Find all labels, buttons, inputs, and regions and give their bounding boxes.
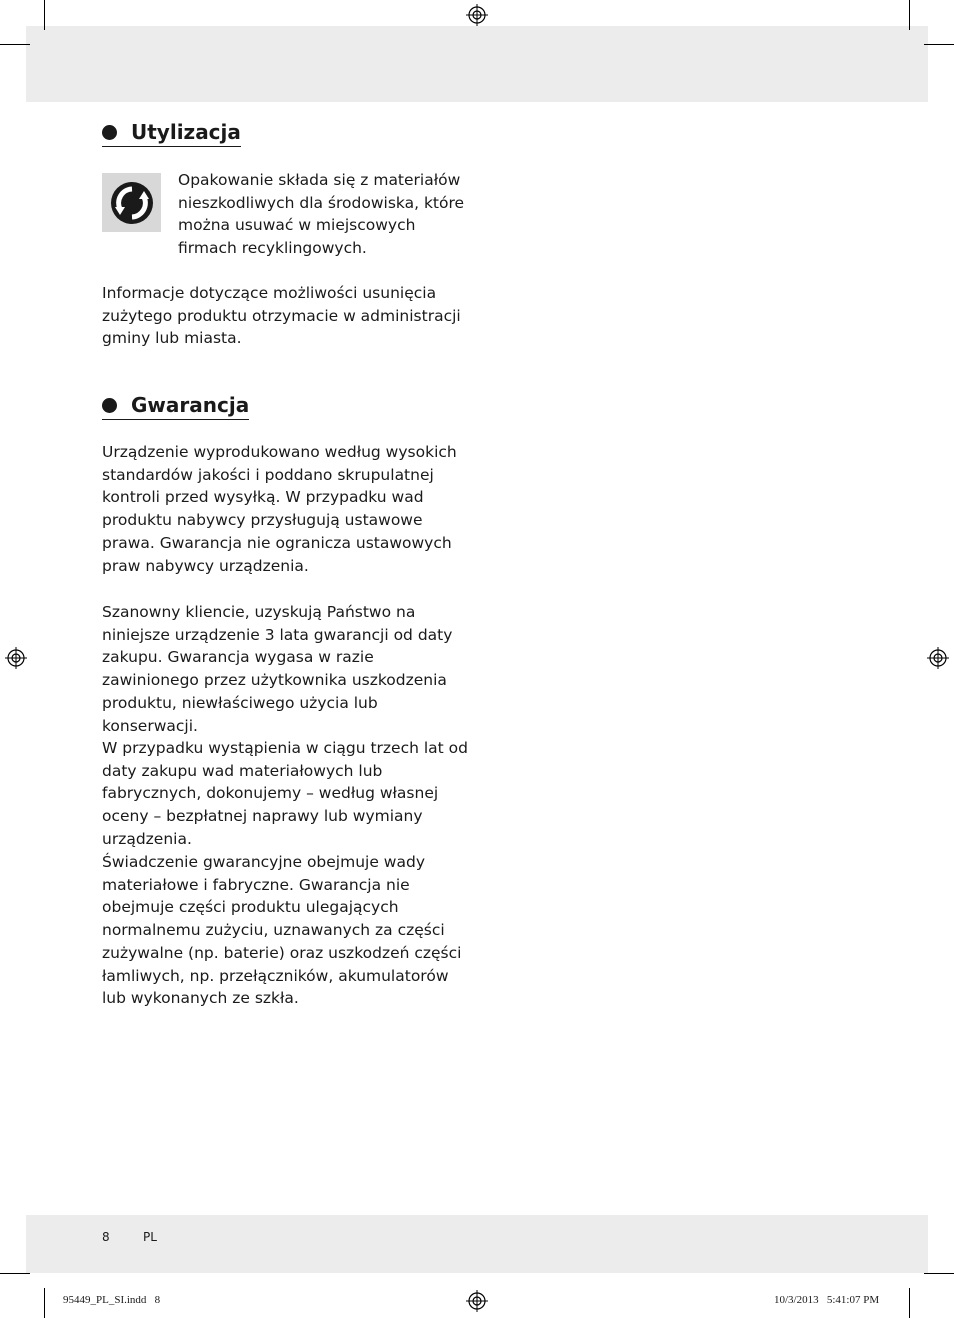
- disposal-packaging-text: Opakowanie składa się z materiałów nieszkodliwych dla środowiska, które można usuwać w miejscowych firmach recyklingowych.: [178, 171, 465, 258]
- registration-mark-icon: [927, 647, 949, 669]
- slug-filename: 95449_PL_SI.indd 8: [63, 1294, 161, 1306]
- section-heading-utylizacja: [102, 120, 241, 147]
- slug-timestamp: 10/3/2013 5:41:07 PM: [774, 1294, 880, 1306]
- registration-mark-icon: [5, 647, 27, 669]
- bullet-icon: [102, 125, 117, 140]
- disposal-info-text: Informacje dotyczące możliwości usunięcia zużytego produktu otrzymacie w administracji gminy lub miasta.: [102, 284, 461, 348]
- crop-mark: [909, 0, 910, 30]
- warranty-paragraph: Szanowny kliencie, uzyskują Państwo na niniejsze urządzenie 3 lata gwarancji od daty zakupu. Gwarancja wygasa w razie zawinionego przez użytkownika uszkodzenia produktu, niewłaściwego użycia lub konserwacji.: [102, 603, 453, 735]
- language-code: PL: [143, 1230, 157, 1244]
- crop-mark: [44, 0, 45, 30]
- header-band: [26, 26, 928, 102]
- registration-mark-icon: [466, 4, 488, 26]
- bullet-icon: [102, 398, 117, 413]
- recycling-symbol: [102, 173, 161, 232]
- crop-mark: [909, 1288, 910, 1318]
- crop-mark: [44, 1288, 45, 1318]
- crop-mark: [924, 1273, 954, 1274]
- warranty-paragraph: Świadczenie gwarancyjne obejmuje wady materiałowe i fabryczne. Gwarancja nie obejmuje części produktu ulegających normalnemu zużyciu, uznawanych za części zużywalne (np. baterie) oraz uszkodzeń części łamliwych, np. przełączników, akumulatorów lub wykonanych ze szkła.: [102, 853, 462, 1008]
- crop-mark: [0, 44, 30, 45]
- warranty-paragraph: Urządzenie wyprodukowano według wysokich standardów jakości i poddano skrupulatnej kontroli przed wysyłką. W przypadku wad produktu nabywcy przysługują ustawowe prawa. Gwarancja nie ogranicza ustawowych praw nabywcy urządzenia.: [102, 443, 457, 575]
- page-number: 8: [102, 1230, 110, 1244]
- crop-mark: [0, 1273, 30, 1274]
- crop-mark: [924, 44, 954, 45]
- section-heading-text: Utylizacja: [131, 120, 241, 144]
- recycling-icon: [109, 180, 155, 226]
- registration-mark-icon: [466, 1290, 488, 1312]
- warranty-paragraph: W przypadku wystąpienia w ciągu trzech lat od daty zakupu wad materiałowych lub fabrycznych, dokonujemy – według własnej oceny – bezpłatnej naprawy lub wymiany urządzenia.: [102, 739, 468, 848]
- footer-band: [26, 1215, 928, 1273]
- section-heading-text: Gwarancja: [131, 393, 250, 417]
- section-heading-gwarancja: [102, 393, 249, 420]
